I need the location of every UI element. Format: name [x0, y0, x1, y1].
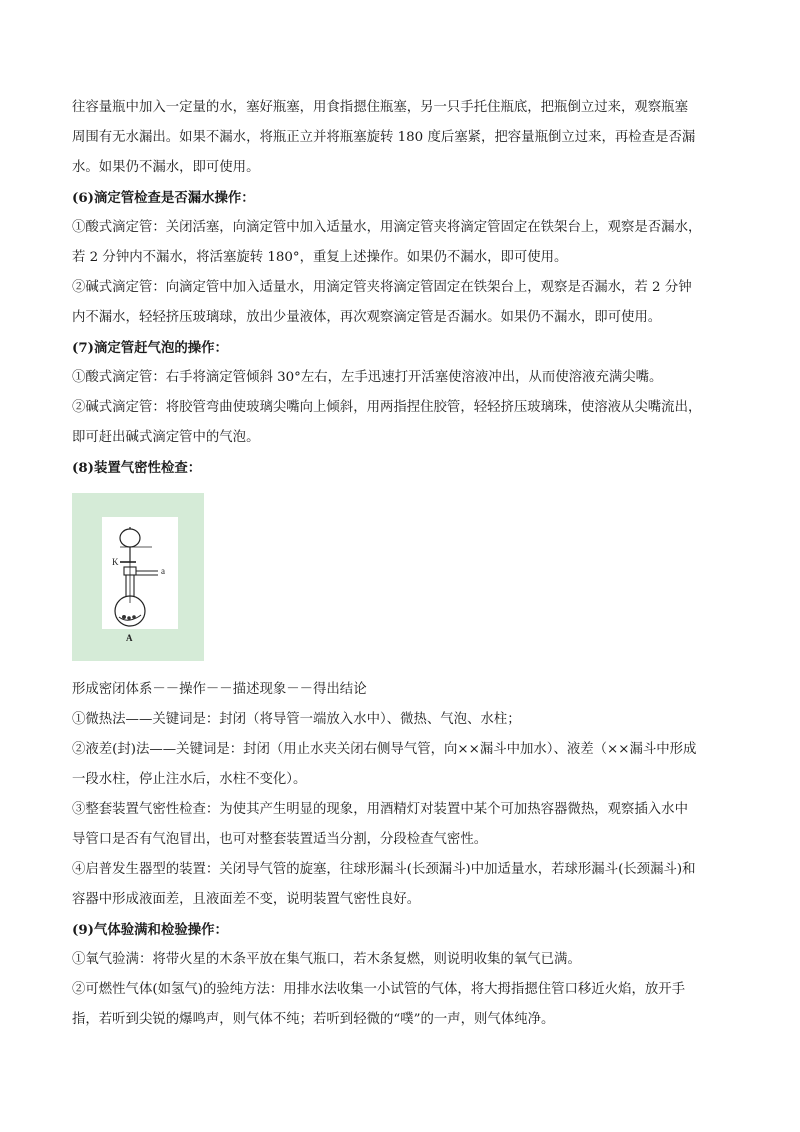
- section-9-heading: (9)气体验满和检验操作：: [72, 922, 228, 938]
- section-6-line: ①酸式滴定管：关闭活塞，向滴定管中加入适量水，用滴定管夹将滴定管固定在铁架台上，观察是否漏水，: [72, 220, 702, 235]
- intro-line-3: 水。如果仍不漏水，即可使用。: [72, 160, 260, 175]
- section-8-line: 形成密闭体系－－操作－－描述现象－－得出结论: [72, 682, 367, 697]
- section-8-line: ②液差(封)法——关键词是：封闭（用止水夹关闭右侧导气管，向××漏斗中加水）、液差（××漏斗中形成: [72, 742, 697, 757]
- section-6-line: 若 2 分钟内不漏水，将活塞旋转 180°，重复上述操作。如果仍不漏水，即可使用。: [72, 250, 568, 265]
- document-body: [72, 93, 732, 1035]
- intro-line-1: 往容量瓶中加入一定量的水，塞好瓶塞，用食指摁住瓶塞，另一只手托住瓶底，把瓶倒立过来，观察瓶塞: [72, 100, 688, 115]
- section-9-line: ②可燃性气体(如氢气)的验纯方法：用排水法收集一小试管的气体，将大拇指摁住管口移近火焰，放开手: [72, 982, 686, 997]
- section-7-heading: (7)滴定管赶气泡的操作：: [72, 340, 228, 356]
- section-9-line: ①氧气验满：将带火星的木条平放在集气瓶口，若木条复燃，则说明收集的氧气已满。: [72, 952, 581, 967]
- section-7-line: ②碱式滴定管：将胶管弯曲使玻璃尖嘴向上倾斜，用两指捏住胶管，轻轻挤压玻璃珠，使溶液从尖嘴流出，: [72, 400, 702, 415]
- section-7-line: 即可赶出碱式滴定管中的气泡。: [72, 430, 260, 445]
- label-flask-A: A: [126, 633, 133, 643]
- flask-solid-grain: [132, 615, 136, 619]
- section-6-heading: (6)滴定管检查是否漏水操作：: [72, 190, 255, 206]
- section-7-line: ①酸式滴定管：右手将滴定管倾斜 30°左右，左手迅速打开活塞使溶液冲出，从而使溶液充满尖嘴。: [72, 370, 663, 385]
- section-6-line: ②碱式滴定管：向滴定管中加入适量水，用滴定管夹将滴定管固定在铁架台上，观察是否漏水，若 2 分钟: [72, 280, 692, 295]
- intro-line-2: 周围有无水漏出。如果不漏水，将瓶正立并将瓶塞旋转 180 度后塞紧，把容量瓶倒立过来，再检查是否漏: [72, 130, 696, 145]
- section-9-line: 指，若听到尖锐的爆鸣声，则气体不纯；若听到轻微的“噗”的一声，则气体纯净。: [72, 1012, 555, 1027]
- section-8-line: 一段水柱，停止注水后，水柱不变化）。: [72, 772, 307, 787]
- section-6-line: 内不漏水，轻轻挤压玻璃球，放出少量液体，再次观察滴定管是否漏水。如果仍不漏水，即可使用。: [72, 310, 662, 325]
- section-8-line: ①微热法——关键词是：封闭（将导管一端放入水中）、微热、气泡、水柱；: [72, 712, 521, 727]
- flask-solid-grain: [127, 616, 131, 620]
- section-8-line: ③整套装置气密性检查：为使其产生明显的现象，用酒精灯对装置中某个可加热容器微热，观察插入水中: [72, 802, 688, 817]
- section-8-line: 容器中形成液面差，且液面差不变，说明装置气密性良好。: [72, 892, 421, 907]
- section-8-line: 导管口是否有气泡冒出，也可对整套装置适当分割，分段检查气密性。: [72, 832, 488, 847]
- flask-solid-grain: [122, 615, 126, 619]
- label-k: K: [112, 557, 119, 567]
- figure-white-panel: [102, 517, 178, 629]
- apparatus-figure: [72, 493, 204, 661]
- section-8-line: ④启普发生器型的装置：关闭导气管的旋塞，往球形漏斗(长颈漏斗)中加适量水，若球形漏斗(长颈漏斗)和: [72, 862, 696, 877]
- label-a: a: [161, 566, 165, 576]
- section-8-heading: (8)装置气密性检查：: [72, 460, 202, 476]
- airtightness-apparatus-diagram: [72, 493, 204, 661]
